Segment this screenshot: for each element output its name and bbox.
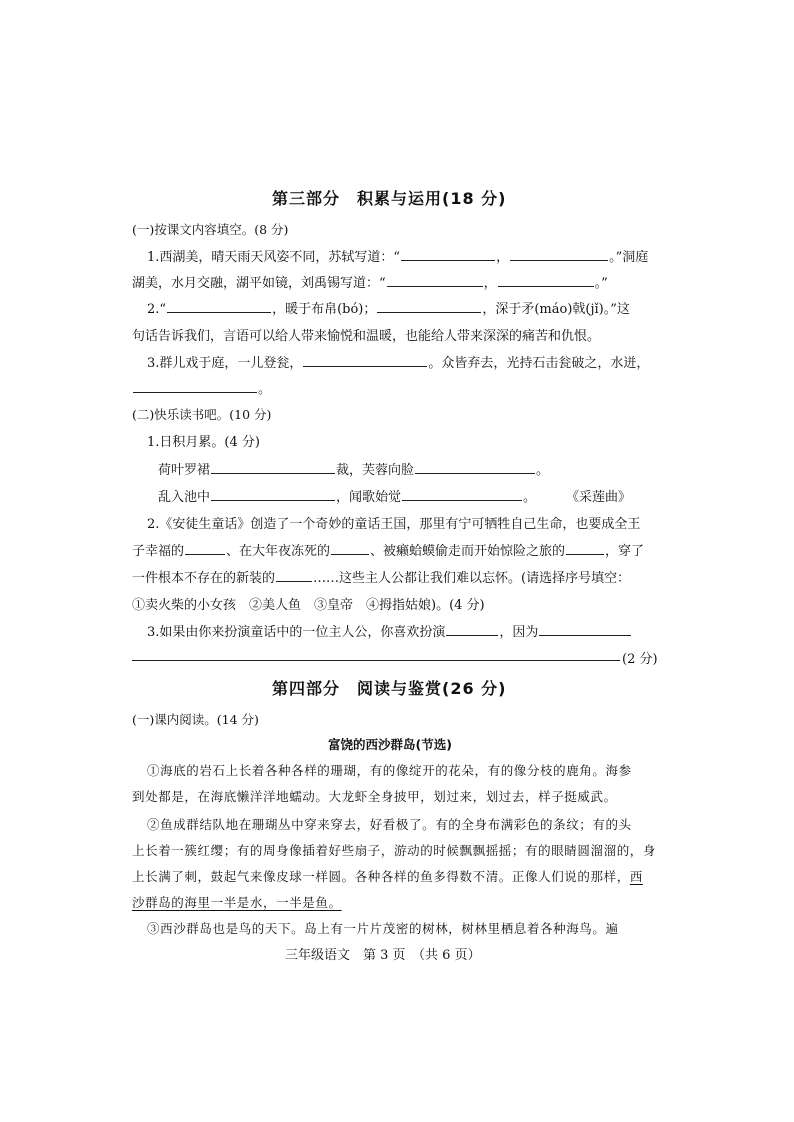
q1-blank-3[interactable] [387, 285, 483, 287]
poem-source: 《采莲曲》 [566, 490, 632, 505]
q1-line2 [132, 272, 608, 291]
q3-line1 [147, 352, 649, 371]
s2-q3-line1 [147, 621, 632, 640]
s2-q2-line2 [132, 540, 644, 559]
poem1-blank-2[interactable] [415, 472, 535, 474]
q1-text-e: ， [483, 276, 497, 291]
s2-q3-answer-line[interactable] [132, 660, 620, 661]
passage-p3-line1: ③西沙群岛也是鸟的天下。岛上有一片片茂密的树林，树林里栖息着各种海鸟。遍 [147, 921, 619, 936]
page-footer: 三年级语文 第 3 页 （共 6 页） [285, 948, 481, 963]
q3-text-b: 。众皆弃去，光持石击瓮破之，水迸， [428, 356, 650, 371]
passage-p1-line2: 到处都是，在海底懒洋洋地蠕动。大龙虾全身披甲，划过来，划过去，样子挺威武。 [132, 789, 617, 804]
s2-q2-line4: ①卖火柴的小女孩 ②美人鱼 ③皇帝 ④拇指姑娘)。(4 分) [132, 598, 485, 613]
s2-q2-blank-4[interactable] [276, 580, 312, 582]
s2-q3-score: (2 分) [622, 652, 658, 667]
poem1-text-b: 裁，芙蓉向脸 [336, 463, 415, 478]
s2-q2-line1: 2.《安徒生童话》创造了一个奇妙的童话王国，那里有宁可牺牲自己生命，也要成全王 [147, 517, 641, 532]
passage-title: 富饶的西沙群岛(节选) [328, 737, 452, 752]
section1-title: (一)按课文内容填空。(8 分) [132, 222, 289, 237]
part4-section1-title: (一)课内阅读。(14 分) [132, 712, 259, 727]
s2-q2-blank-1[interactable] [185, 553, 225, 555]
poem-line2 [158, 486, 536, 505]
s2-q3-text-a: 3.如果由你来扮演童话中的一位主人公，你喜欢扮演 [147, 625, 446, 640]
s2-q2-text-d: ，穿了 [605, 544, 645, 559]
s2-q2-blank-3[interactable] [566, 553, 604, 555]
s2-q2-line3 [132, 567, 630, 586]
q1-text-a: 1.西湖美，晴天雨天风姿不同，苏轼写道：“ [147, 250, 401, 265]
s2-q2-text-e: 一件根本不存在的新装的 [132, 571, 276, 586]
s2-q1-title: 1.日积月累。(4 分) [147, 435, 260, 450]
q2-blank-1[interactable] [167, 311, 271, 313]
poem1-text-a: 荷叶罗裙 [158, 463, 211, 478]
q1-blank-2[interactable] [510, 259, 608, 261]
q2-line1 [147, 298, 630, 317]
s2-q3-text-b: ，因为 [499, 625, 539, 640]
passage-p2-line3 [132, 867, 643, 885]
q3-text-a: 3.群儿戏于庭，一儿登瓮， [147, 356, 303, 371]
q3-blank-2[interactable] [133, 391, 257, 393]
poem2-blank-1[interactable] [211, 499, 335, 501]
s2-q2-text-a: 子幸福的 [132, 544, 185, 559]
s2-q2-text-b: 、在大年夜冻死的 [226, 544, 331, 559]
q2-text-b: ，暖于布帛(bó)； [272, 302, 377, 317]
passage-p2-line2: 上长着一簇红缨；有的周身像插着好些扇子，游动的时候飘飘摇摇；有的眼睛圆溜溜的，身 [132, 843, 657, 858]
part3-title: 第三部分 积累与运用(18 分) [272, 189, 507, 208]
poem1-blank-1[interactable] [211, 472, 335, 474]
q1-blank-1[interactable] [401, 259, 495, 261]
q1-blank-4[interactable] [498, 285, 594, 287]
q1-line1 [147, 246, 648, 265]
q2-text-c: ，深于矛(máo)戟(jǐ)。”这 [482, 302, 630, 317]
s2-q2-blank-2[interactable] [331, 553, 369, 555]
s2-q3-blank-2[interactable] [539, 634, 631, 636]
q2-blank-2[interactable] [377, 311, 481, 313]
q1-text-c: 。”洞庭 [609, 250, 649, 265]
q3-text-c: 。 [258, 382, 272, 397]
s2-q2-text-c: 、被癞蛤蟆偷走而开始惊险之旅的 [370, 544, 566, 559]
passage-p2-line3-text: 上长满了刺，鼓起气来像皮球一样圆。各种各样的鱼多得数不清。正像人们说的那样， [132, 869, 630, 884]
q3-blank-1[interactable] [303, 365, 427, 367]
passage-p1-line1: ①海底的岩石上长着各种各样的珊瑚，有的像绽开的花朵，有的像分枝的鹿角。海参 [147, 763, 632, 778]
s2-q2-text-f: ……这些主人公都让我们难以忘怀。(请选择序号填空： [313, 571, 631, 586]
q3-line2 [132, 378, 271, 397]
underlined-sentence: 沙群岛的海里一半是水，一半是鱼。 [132, 895, 342, 910]
underlined-sentence-start: 西 [629, 869, 643, 884]
q1-text-f: 。” [594, 276, 608, 291]
poem1-text-c: 。 [536, 463, 550, 478]
poem2-blank-2[interactable] [402, 499, 522, 501]
part4-title: 第四部分 阅读与鉴赏(26 分) [272, 679, 507, 698]
poem2-text-a: 乱入池中 [158, 490, 211, 505]
q1-text-d: 湖美，水月交融，湖平如镜，刘禹锡写道：“ [132, 276, 386, 291]
q2-line2: 句话告诉我们，言语可以给人带来愉悦和温暖，也能给人带来深深的痛苦和仇恨。 [132, 329, 601, 344]
q2-text-a: 2.“ [147, 302, 167, 317]
section2-title: (二)快乐读书吧。(10 分) [132, 407, 272, 422]
poem2-text-c: 。 [523, 490, 537, 505]
poem2-text-b: ，闻歌始觉 [336, 490, 402, 505]
poem-line1 [158, 459, 549, 478]
s2-q3-blank-1[interactable] [446, 634, 498, 636]
q1-text-b: ， [496, 250, 510, 265]
passage-p2-line1: ②鱼成群结队地在珊瑚丛中穿来穿去，好看极了。有的全身布满彩色的条纹；有的头 [147, 817, 632, 832]
